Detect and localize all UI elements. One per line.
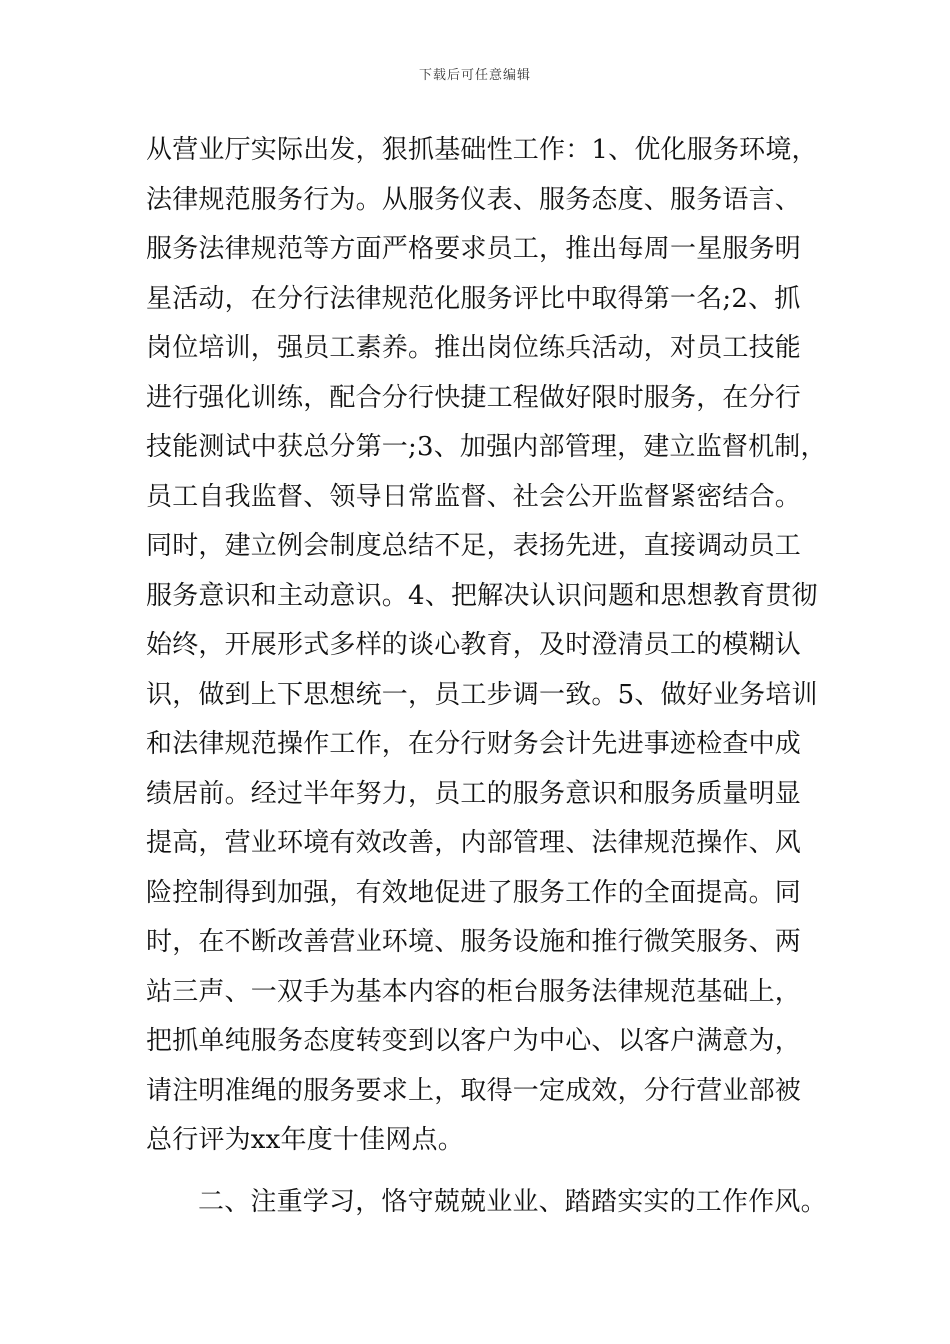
- paragraph-line: 把抓单纯服务态度转变到以客户为中心、以客户满意为，: [146, 1026, 802, 1056]
- page-header: 下载后可任意编辑: [418, 68, 531, 83]
- paragraph-line: 识，做到上下思想统一，员工步调一致。5、做好业务培训: [146, 679, 818, 710]
- paragraph-line: 法律规范服务行为。从服务仪表、服务态度、服务语言、: [146, 184, 802, 215]
- paragraph-line: 总行评为xx年度十佳网点。: [146, 1125, 464, 1155]
- paragraph-line: 从营业厅实际出发，狠抓基础性工作：1、优化服务环境，: [146, 135, 818, 165]
- paragraph-line: 同时，建立例会制度总结不足，表扬先进，直接调动员工: [146, 531, 802, 561]
- section-heading: 二、注重学习，恪守兢兢业业、踏踏实实的工作作风。: [198, 1186, 827, 1217]
- paragraph-line: 员工自我监督、领导日常监督、社会公开监督紧密结合。: [146, 481, 802, 512]
- document-body: [146, 126, 826, 1227]
- paragraph-line: 始终，开展形式多样的谈心教育，及时澄清员工的模糊认: [146, 630, 802, 660]
- paragraph-line: 技能测试中获总分第一;3、加强内部管理，建立监督机制，: [146, 432, 827, 462]
- paragraph-line: 进行强化训练，配合分行快捷工程做好限时服务，在分行: [146, 382, 802, 413]
- paragraph-line: 服务意识和主动意识。4、把解决认识问题和思想教育贯彻: [146, 580, 818, 611]
- paragraph-line: 时，在不断改善营业环境、服务设施和推行微笑服务、两: [146, 927, 802, 957]
- paragraph-line: 提高，营业环境有效改善，内部管理、法律规范操作、风: [146, 828, 802, 858]
- paragraph-line: 星活动，在分行法律规范化服务评比中取得第一名;2、抓: [146, 283, 801, 314]
- paragraph-line: 绩居前。经过半年努力，员工的服务意识和服务质量明显: [146, 778, 802, 809]
- paragraph-line: 岗位培训，强员工素养。推出岗位练兵活动，对员工技能: [146, 333, 802, 363]
- paragraph-line: 险控制得到加强，有效地促进了服务工作的全面提高。同: [146, 877, 802, 908]
- paragraph-line: 请注明准绳的服务要求上，取得一定成效，分行营业部被: [146, 1075, 802, 1106]
- paragraph-line: 和法律规范操作工作，在分行财务会计先进事迹检查中成: [146, 729, 802, 759]
- paragraph-line: 服务法律规范等方面严格要求员工，推出每周一星服务明: [146, 234, 802, 264]
- paragraph-line: 站三声、一双手为基本内容的柜台服务法律规范基础上，: [146, 976, 802, 1007]
